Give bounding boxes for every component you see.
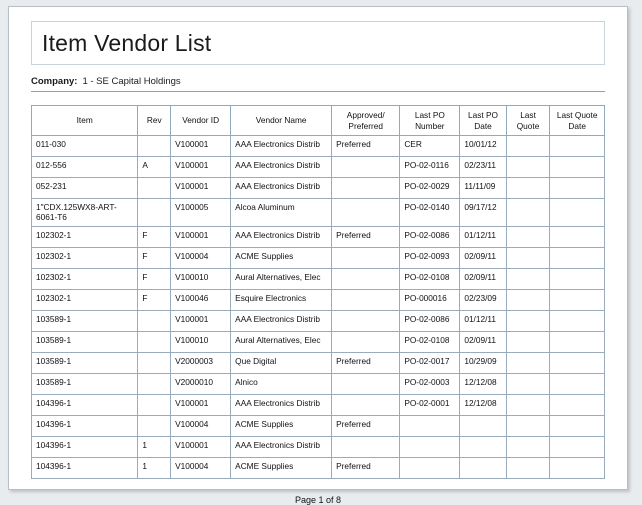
table-row xyxy=(32,352,605,373)
cell-vendor-name: ACME Supplies xyxy=(231,247,332,268)
cell-last-quote-date xyxy=(550,178,605,199)
cell-approved xyxy=(332,310,400,331)
cell-rev xyxy=(138,415,171,436)
cell-last-po-date: 10/01/12 xyxy=(460,136,506,157)
cell-vendor-name: AAA Electronics Distrib xyxy=(231,310,332,331)
cell-rev xyxy=(138,199,171,227)
cell-vendor-name: AAA Electronics Distrib xyxy=(231,226,332,247)
cell-vendor-id: V100004 xyxy=(171,415,231,436)
cell-vendor-name: AAA Electronics Distrib xyxy=(231,157,332,178)
column-header-approved-preferred: Approved/ Preferred xyxy=(332,106,400,136)
cell-last-quote xyxy=(506,157,550,178)
cell-rev: 1 xyxy=(138,457,171,478)
cell-rev xyxy=(138,373,171,394)
column-header-last-quote-date: Last Quote Date xyxy=(550,106,605,136)
column-header-rev: Rev xyxy=(138,106,171,136)
cell-last-quote-date xyxy=(550,157,605,178)
cell-vendor-id: V100001 xyxy=(171,136,231,157)
cell-last-quote xyxy=(506,289,550,310)
table-row xyxy=(32,331,605,352)
cell-last-quote xyxy=(506,331,550,352)
cell-item: 103589-1 xyxy=(32,352,138,373)
report-title-bar xyxy=(31,21,605,65)
cell-last-po-number: CER xyxy=(400,136,460,157)
table-header-row xyxy=(32,106,605,136)
cell-vendor-id: V100001 xyxy=(171,178,231,199)
cell-item: 011-030 xyxy=(32,136,138,157)
cell-approved xyxy=(332,436,400,457)
cell-last-quote-date xyxy=(550,373,605,394)
cell-approved xyxy=(332,373,400,394)
cell-last-po-number xyxy=(400,457,460,478)
cell-last-quote xyxy=(506,199,550,227)
cell-last-quote-date xyxy=(550,331,605,352)
cell-last-quote-date xyxy=(550,247,605,268)
cell-last-po-number: PO-02-0140 xyxy=(400,199,460,227)
cell-rev xyxy=(138,352,171,373)
cell-vendor-id: V100001 xyxy=(171,436,231,457)
page-title: Item Vendor List xyxy=(42,29,212,56)
cell-rev xyxy=(138,136,171,157)
cell-vendor-name: AAA Electronics Distrib xyxy=(231,136,332,157)
cell-vendor-id: V100004 xyxy=(171,457,231,478)
cell-vendor-id: V100001 xyxy=(171,157,231,178)
cell-rev xyxy=(138,178,171,199)
cell-vendor-id: V100001 xyxy=(171,310,231,331)
cell-approved: Preferred xyxy=(332,352,400,373)
cell-item: 104396-1 xyxy=(32,436,138,457)
page-footer: Page 1 of 8 xyxy=(294,494,342,505)
cell-item: 102302-1 xyxy=(32,226,138,247)
cell-last-po-number: PO-02-0116 xyxy=(400,157,460,178)
column-header-last-quote: Last Quote xyxy=(506,106,550,136)
cell-last-po-date: 12/12/08 xyxy=(460,373,506,394)
cell-last-po-number: PO-02-0093 xyxy=(400,247,460,268)
table-row xyxy=(32,226,605,247)
cell-last-po-number: PO-02-0017 xyxy=(400,352,460,373)
company-label: Company: xyxy=(31,76,78,87)
cell-last-quote-date xyxy=(550,457,605,478)
cell-item: 103589-1 xyxy=(32,373,138,394)
cell-approved xyxy=(332,157,400,178)
cell-vendor-id: V2000003 xyxy=(171,352,231,373)
cell-vendor-id: V100001 xyxy=(171,226,231,247)
table-row xyxy=(32,457,605,478)
cell-last-quote-date xyxy=(550,394,605,415)
cell-last-quote xyxy=(506,352,550,373)
report-page xyxy=(8,6,628,505)
cell-last-po-number: PO-02-0086 xyxy=(400,226,460,247)
cell-last-po-number: PO-02-0001 xyxy=(400,394,460,415)
table-row xyxy=(32,136,605,157)
cell-last-quote-date xyxy=(550,436,605,457)
cell-item: 104396-1 xyxy=(32,415,138,436)
cell-last-po-date: 09/17/12 xyxy=(460,199,506,227)
cell-last-po-date: 02/09/11 xyxy=(460,268,506,289)
cell-last-quote-date xyxy=(550,289,605,310)
cell-last-po-number: PO-02-0108 xyxy=(400,268,460,289)
cell-last-po-date: 02/09/11 xyxy=(460,331,506,352)
cell-last-po-date: 12/12/08 xyxy=(460,394,506,415)
cell-approved: Preferred xyxy=(332,136,400,157)
cell-last-po-date: 02/23/11 xyxy=(460,157,506,178)
cell-approved xyxy=(332,394,400,415)
cell-rev: 1 xyxy=(138,436,171,457)
cell-last-po-date: 02/23/09 xyxy=(460,289,506,310)
item-vendor-table xyxy=(31,105,605,479)
cell-vendor-name: Alcoa Aluminum xyxy=(231,199,332,227)
cell-vendor-name: AAA Electronics Distrib xyxy=(231,178,332,199)
cell-last-quote-date xyxy=(550,352,605,373)
cell-vendor-id: V2000010 xyxy=(171,373,231,394)
table-row xyxy=(32,178,605,199)
table-row xyxy=(32,289,605,310)
cell-vendor-name: Aural Alternatives, Elec xyxy=(231,331,332,352)
cell-rev: F xyxy=(138,247,171,268)
cell-rev xyxy=(138,331,171,352)
cell-approved xyxy=(332,289,400,310)
column-header-vendor-id: Vendor ID xyxy=(171,106,231,136)
cell-last-po-number xyxy=(400,436,460,457)
cell-item: 102302-1 xyxy=(32,247,138,268)
cell-vendor-name: ACME Supplies xyxy=(231,415,332,436)
column-header-last-po-number: Last PO Number xyxy=(400,106,460,136)
cell-approved xyxy=(332,178,400,199)
table-row xyxy=(32,415,605,436)
cell-last-quote xyxy=(506,415,550,436)
cell-last-quote xyxy=(506,436,550,457)
cell-vendor-name: Aural Alternatives, Elec xyxy=(231,268,332,289)
cell-item: 103589-1 xyxy=(32,310,138,331)
cell-rev: A xyxy=(138,157,171,178)
cell-item: 102302-1 xyxy=(32,289,138,310)
cell-last-po-date xyxy=(460,457,506,478)
table-row xyxy=(32,373,605,394)
cell-vendor-name: AAA Electronics Distrib xyxy=(231,436,332,457)
company-value: 1 - SE Capital Holdings xyxy=(82,76,181,87)
cell-last-po-number: PO-02-0029 xyxy=(400,178,460,199)
cell-item: 052-231 xyxy=(32,178,138,199)
cell-approved: Preferred xyxy=(332,457,400,478)
cell-item: 1"CDX.125WX8-ART-6061-T6 xyxy=(32,199,138,227)
cell-vendor-id: V100001 xyxy=(171,394,231,415)
cell-last-quote xyxy=(506,394,550,415)
cell-last-po-date: 01/12/11 xyxy=(460,226,506,247)
cell-vendor-name: Esquire Electronics xyxy=(231,289,332,310)
cell-last-quote-date xyxy=(550,310,605,331)
cell-item: 012-556 xyxy=(32,157,138,178)
cell-last-po-date: 11/11/09 xyxy=(460,178,506,199)
cell-last-po-number xyxy=(400,415,460,436)
column-header-item: Item xyxy=(32,106,138,136)
cell-vendor-name: Que Digital xyxy=(231,352,332,373)
company-line xyxy=(31,76,605,92)
cell-last-quote-date xyxy=(550,199,605,227)
cell-last-quote-date xyxy=(550,226,605,247)
table-row xyxy=(32,157,605,178)
table-row xyxy=(32,247,605,268)
cell-last-quote xyxy=(506,226,550,247)
cell-vendor-name: AAA Electronics Distrib xyxy=(231,394,332,415)
cell-approved xyxy=(332,247,400,268)
cell-vendor-name: Alnico xyxy=(231,373,332,394)
column-header-last-po-date: Last PO Date xyxy=(460,106,506,136)
cell-last-po-number: PO-02-0108 xyxy=(400,331,460,352)
cell-last-quote xyxy=(506,268,550,289)
cell-item: 103589-1 xyxy=(32,331,138,352)
cell-rev xyxy=(138,394,171,415)
cell-vendor-name: ACME Supplies xyxy=(231,457,332,478)
cell-last-quote-date xyxy=(550,415,605,436)
cell-last-quote xyxy=(506,178,550,199)
cell-last-quote xyxy=(506,310,550,331)
cell-vendor-id: V100046 xyxy=(171,289,231,310)
cell-approved xyxy=(332,199,400,227)
cell-last-po-number: PO-000016 xyxy=(400,289,460,310)
cell-last-po-date: 02/09/11 xyxy=(460,247,506,268)
cell-approved xyxy=(332,268,400,289)
cell-vendor-id: V100010 xyxy=(171,331,231,352)
cell-last-quote xyxy=(506,457,550,478)
cell-last-quote xyxy=(506,247,550,268)
cell-approved: Preferred xyxy=(332,226,400,247)
cell-approved: Preferred xyxy=(332,415,400,436)
cell-last-quote-date xyxy=(550,136,605,157)
cell-item: 104396-1 xyxy=(32,394,138,415)
cell-last-po-number: PO-02-0086 xyxy=(400,310,460,331)
table-row xyxy=(32,394,605,415)
table-body xyxy=(32,136,605,479)
table-row xyxy=(32,310,605,331)
cell-last-po-date xyxy=(460,436,506,457)
cell-vendor-id: V100010 xyxy=(171,268,231,289)
cell-item: 104396-1 xyxy=(32,457,138,478)
cell-vendor-id: V100005 xyxy=(171,199,231,227)
cell-item: 102302-1 xyxy=(32,268,138,289)
cell-vendor-id: V100004 xyxy=(171,247,231,268)
cell-last-po-date: 01/12/11 xyxy=(460,310,506,331)
cell-last-quote xyxy=(506,136,550,157)
cell-rev: F xyxy=(138,289,171,310)
cell-last-po-number: PO-02-0003 xyxy=(400,373,460,394)
cell-rev: F xyxy=(138,226,171,247)
table-row xyxy=(32,199,605,227)
cell-last-po-date: 10/29/09 xyxy=(460,352,506,373)
cell-last-quote xyxy=(506,373,550,394)
cell-last-po-date xyxy=(460,415,506,436)
column-header-vendor-name: Vendor Name xyxy=(231,106,332,136)
cell-last-quote-date xyxy=(550,268,605,289)
cell-rev xyxy=(138,310,171,331)
cell-approved xyxy=(332,331,400,352)
cell-rev: F xyxy=(138,268,171,289)
table-row xyxy=(32,436,605,457)
report-body xyxy=(31,21,605,505)
table-row xyxy=(32,268,605,289)
